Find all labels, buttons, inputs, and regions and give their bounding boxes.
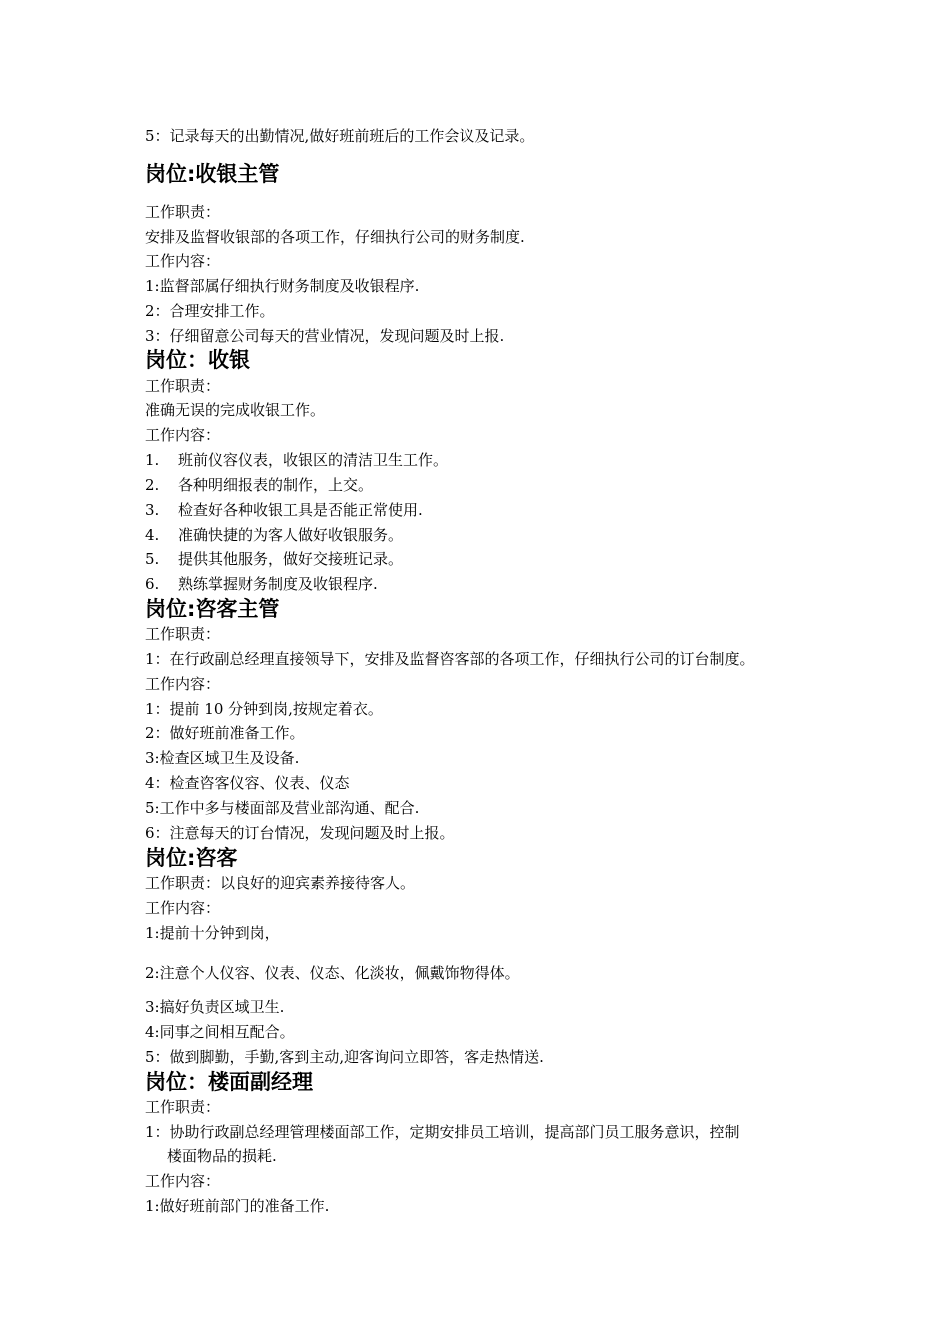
item-text: 熟练掌握财务制度及收银程序. bbox=[178, 575, 378, 593]
duty-text: 安排及监督收银部的各项工作，仔细执行公司的财务制度. bbox=[145, 228, 525, 246]
content-item: 4：检查咨客仪容、仪表、仪态 bbox=[145, 774, 350, 792]
content-item: 4:同事之间相互配合。 bbox=[145, 1023, 295, 1041]
section-heading-cashier: 岗位：收银 bbox=[145, 348, 250, 372]
content-item: 3:检查区域卫生及设备. bbox=[145, 749, 300, 767]
content-label: 工作内容： bbox=[145, 1172, 221, 1190]
section-heading-host-supervisor: 岗位:咨客主管 bbox=[145, 597, 280, 621]
content-item: 5：做到脚勤，手勤,客到主动,迎客询问立即答，客走热情送. bbox=[145, 1048, 544, 1066]
numbered-item bbox=[145, 525, 403, 545]
item-text: 准确快捷的为客人做好收银服务。 bbox=[178, 526, 404, 544]
duty-label: 工作职责： bbox=[145, 203, 221, 221]
content-item: 1:监督部属仔细执行财务制度及收银程序. bbox=[145, 277, 420, 295]
numbered-item bbox=[145, 500, 423, 520]
duty-label: 工作职责： bbox=[145, 377, 221, 395]
content-label: 工作内容： bbox=[145, 426, 221, 444]
content-item: 2：做好班前准备工作。 bbox=[145, 724, 305, 742]
numbered-item bbox=[145, 450, 448, 470]
item-number: 1. bbox=[145, 451, 160, 469]
content-item: 1:提前十分钟到岗， bbox=[145, 924, 280, 942]
content-item: 6：注意每天的订台情况，发现问题及时上报。 bbox=[145, 824, 455, 842]
item-number: 3. bbox=[145, 501, 160, 519]
duty-text: 准确无误的完成收银工作。 bbox=[145, 401, 326, 419]
content-item: 1：提前 10 分钟到岗,按规定着衣。 bbox=[145, 700, 383, 718]
content-label: 工作内容： bbox=[145, 675, 221, 693]
duty-line: 工作职责：以良好的迎宾素养接待客人。 bbox=[145, 874, 416, 892]
item-text: 检查好各种收银工具是否能正常使用. bbox=[178, 501, 423, 519]
numbered-item bbox=[145, 475, 373, 495]
duty-label: 工作职责： bbox=[145, 625, 221, 643]
content-label: 工作内容： bbox=[145, 252, 221, 270]
content-item: 3:搞好负责区域卫生. bbox=[145, 998, 285, 1016]
section-heading-floor-deputy-manager: 岗位：楼面副经理 bbox=[145, 1070, 313, 1094]
numbered-item bbox=[145, 549, 403, 569]
item-number: 5. bbox=[145, 550, 160, 568]
content-item: 1:做好班前部门的准备工作. bbox=[145, 1197, 330, 1215]
duty-text: 1：在行政副总经理直接领导下，安排及监督咨客部的各项工作，仔细执行公司的订台制度。 bbox=[145, 650, 755, 668]
section-heading-host: 岗位:咨客 bbox=[145, 846, 238, 870]
duty-label: 工作职责： bbox=[145, 1098, 221, 1116]
item-number: 6. bbox=[145, 575, 160, 593]
item-text: 提供其他服务，做好交接班记录。 bbox=[178, 550, 404, 568]
content-item: 5:工作中多与楼面部及营业部沟通、配合. bbox=[145, 799, 420, 817]
duty-text-continued: 楼面物品的损耗. bbox=[167, 1147, 277, 1165]
item-number: 2. bbox=[145, 476, 160, 494]
item-number: 4. bbox=[145, 526, 160, 544]
numbered-item bbox=[145, 574, 378, 594]
content-item: 2:注意个人仪容、仪表、仪态、化淡妆，佩戴饰物得体。 bbox=[145, 964, 520, 982]
content-label: 工作内容： bbox=[145, 899, 221, 917]
section-heading-cashier-supervisor: 岗位:收银主管 bbox=[145, 162, 280, 186]
intro-line: 5：记录每天的出勤情况,做好班前班后的工作会议及记录。 bbox=[145, 127, 535, 145]
content-item: 3：仔细留意公司每天的营业情况，发现问题及时上报. bbox=[145, 327, 505, 345]
item-text: 班前仪容仪表，收银区的清洁卫生工作。 bbox=[178, 451, 449, 469]
content-item: 2：合理安排工作。 bbox=[145, 302, 275, 320]
item-text: 各种明细报表的制作，上交。 bbox=[178, 476, 374, 494]
duty-text: 1：协助行政副总经理管理楼面部工作，定期安排员工培训，提高部门员工服务意识，控制 bbox=[145, 1123, 740, 1141]
